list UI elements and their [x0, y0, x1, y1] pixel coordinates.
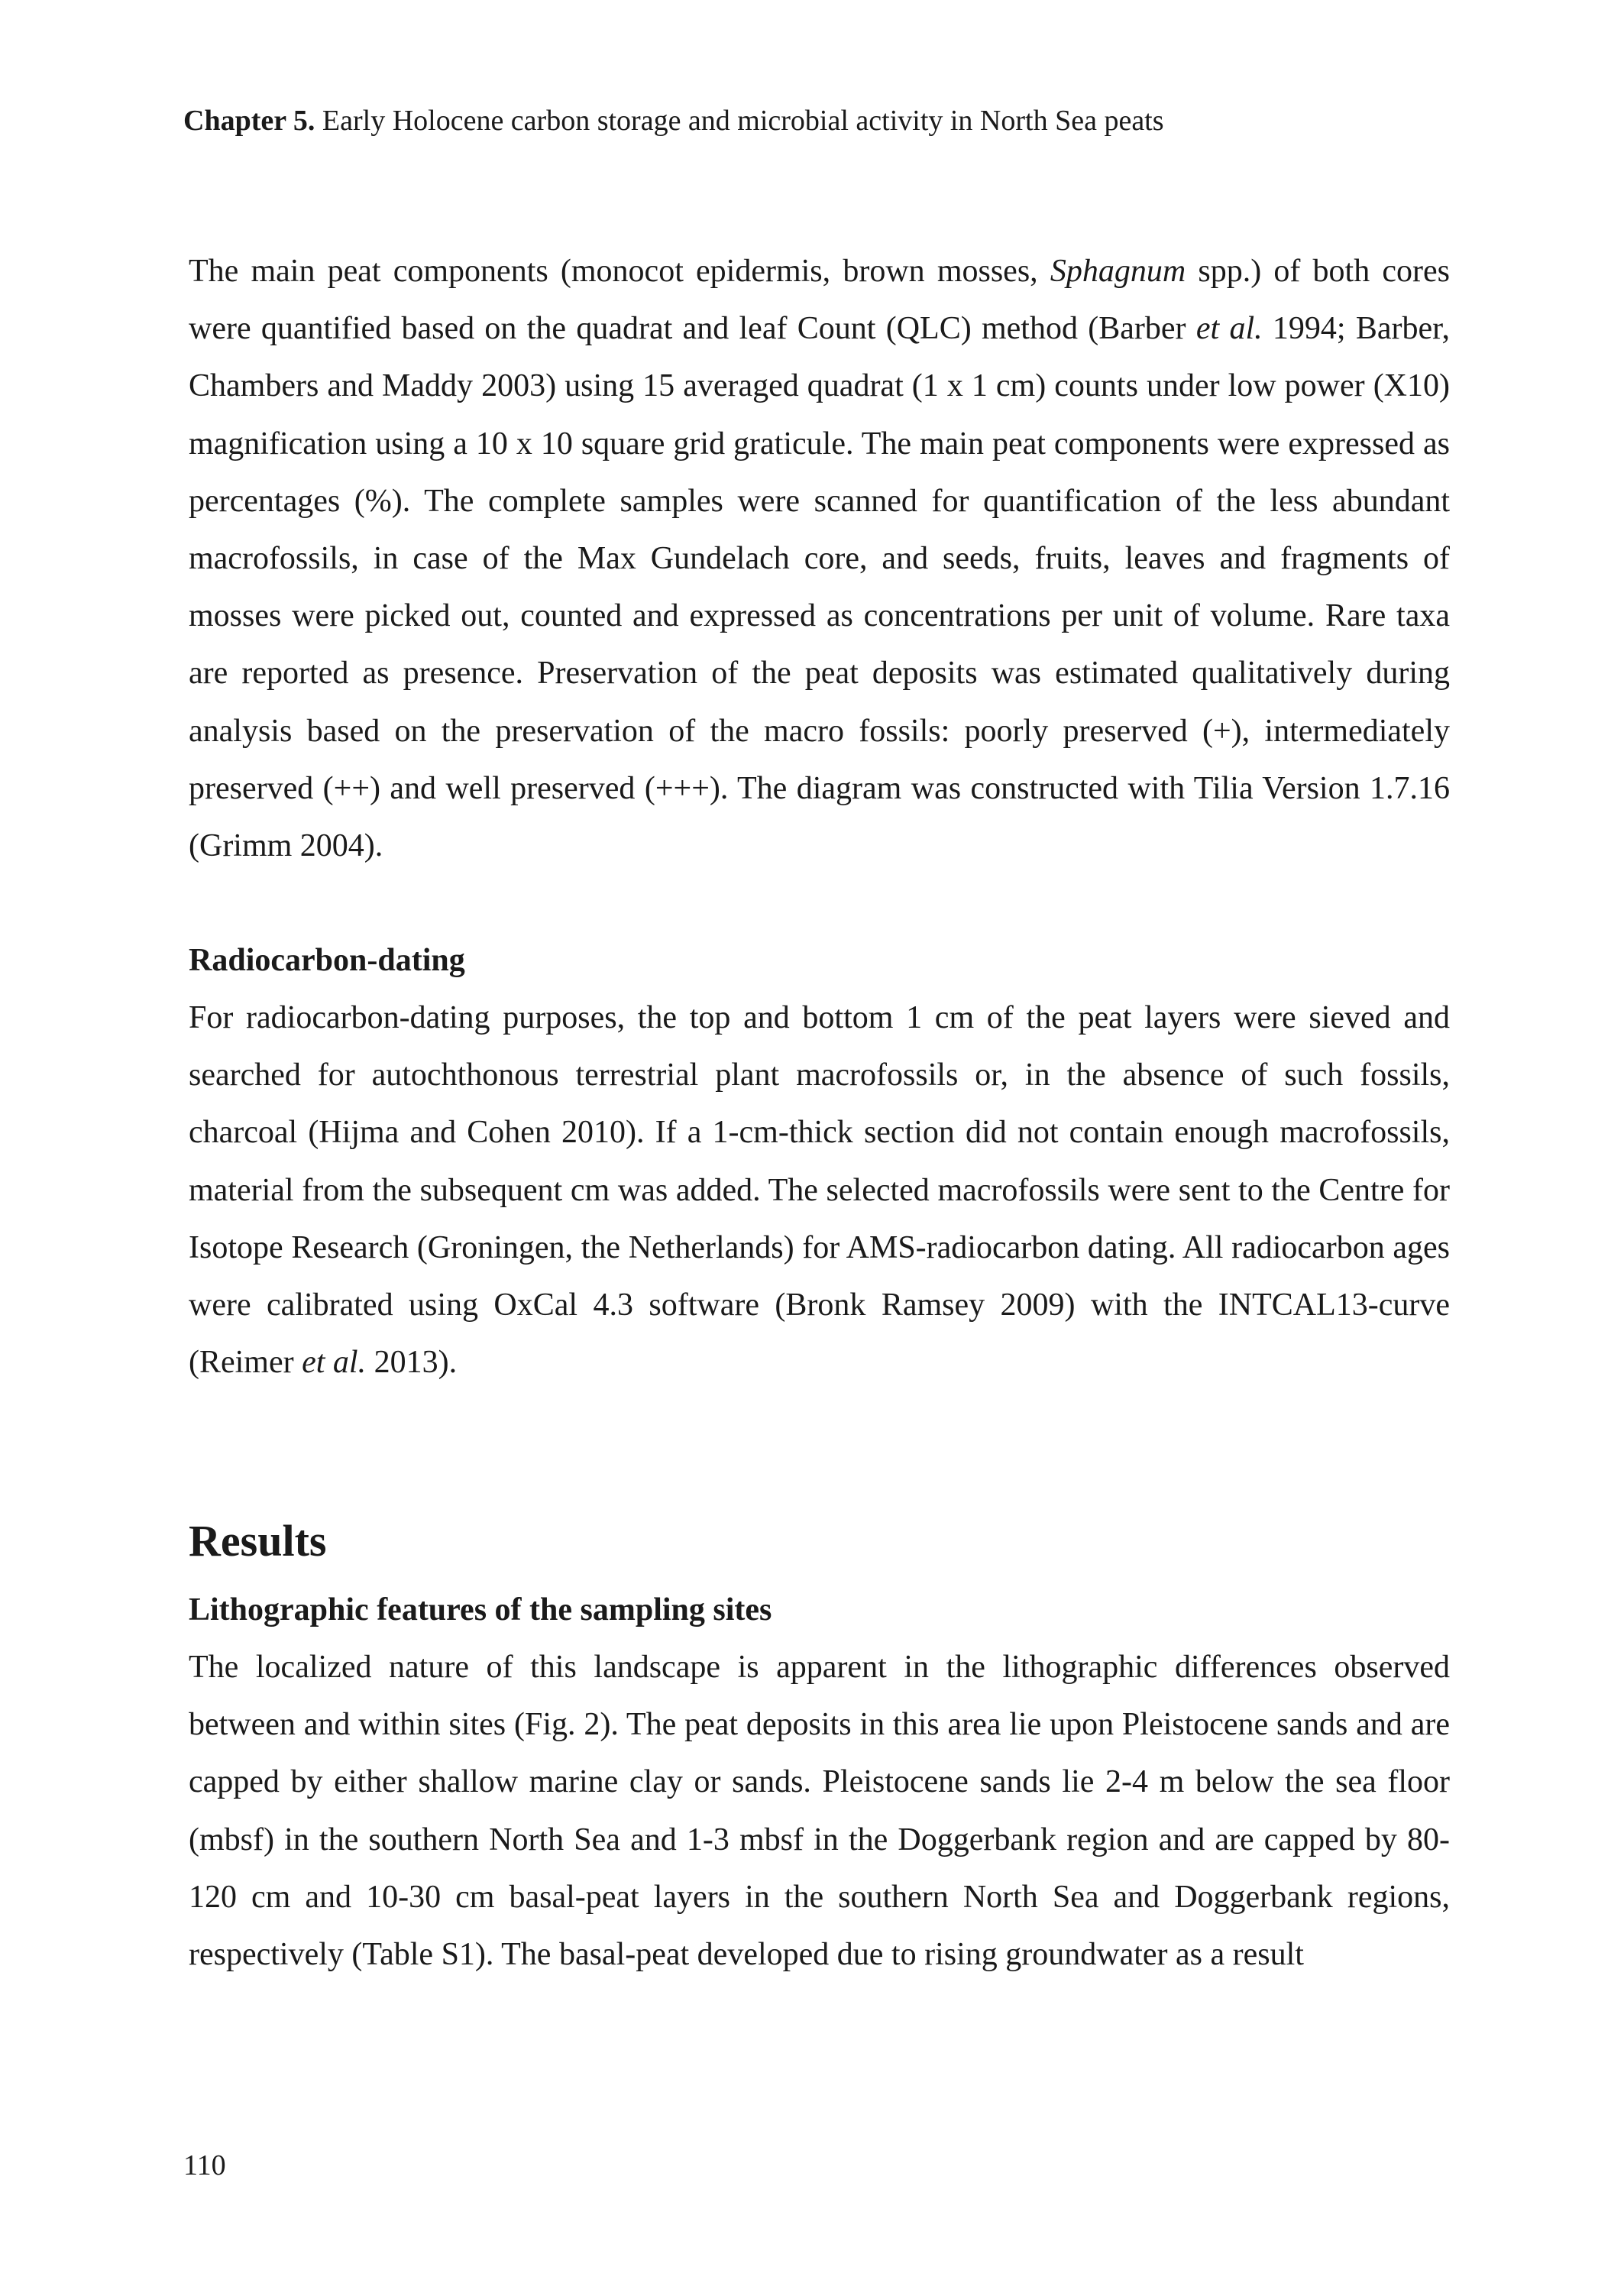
paragraph-text: 1994; Barber, Chambers and Maddy 2003) using 15 averaged quadrat (1 x 1 cm) counts under low power (X10) magnification using a 10 x 10 square grid graticule. The main peat components were expressed as percentages (%). The complete samples were scanned for quantification of the less abundant macrofossils, in case of the Max Gundelach core, and seeds, fruits, leaves and fragments of mosses were picked out, counted and expressed as concentrations per unit of volume. Rare taxa are reported as presence. Preservation of the peat deposits was estimated qualitatively during analysis based on the preservation of the macro fossils: poorly preserved (+), intermediately preserved (++) and well preserved (+++). The diagram was constructed with Tilia Version 1.7.16 (Grimm 2004). [189, 311, 1450, 864]
page-number: 110 [183, 2149, 226, 2181]
lithographic-heading: Lithographic features of the sampling sites [189, 1592, 772, 1627]
lithographic-paragraph: The localized nature of this landscape is apparent in the lithographic differences observed between and within sites (Fig. 2). The peat deposits in this area lie upon Pleistocene sands and are capped by either shallow marine clay or sands. Pleistocene sands lie 2-4 m below the sea floor (mbsf) in the southern North Sea and 1-3 mbsf in the Doggerbank region and are capped by 80-120 cm and 10-30 cm basal-peat layers in the southern North Sea and Doggerbank regions, respectively (Table S1). The basal-peat developed due to rising groundwater as a result [189, 1650, 1450, 1973]
radiocarbon-paragraph [189, 989, 1450, 1391]
paragraph-text: For radiocarbon-dating purposes, the top and bottom 1 cm of the peat layers were sieved and searched for autochthonous terrestrial plant macrofossils or, in the absence of such fossils, charcoal (Hijma and Cohen 2010). If a 1-cm-thick section did not contain enough macrofossils, material from the subsequent cm was added. The selected macrofossils were sent to the Centre for Isotope Research (Groningen, the Netherlands) for AMS-radiocarbon dating. All radiocarbon ages were calibrated using OxCal 4.3 software (Bronk Ramsey 2009) with the INTCAL13-curve (Reimer [189, 1000, 1450, 1381]
methods-paragraph-block [189, 243, 1450, 875]
chapter-title: Early Holocene carbon storage and microbial activity in North Sea peats [315, 105, 1164, 137]
radiocarbon-section [189, 932, 1450, 1391]
et-al: et al. [302, 1345, 367, 1381]
running-header [183, 102, 1164, 139]
paragraph-text: spp.) of both cores were quantified based on the quadrat and leaf Count (QLC) method (Barber [189, 254, 1450, 347]
results-heading: Results [189, 1516, 327, 1566]
paragraph-text: The main peat components (monocot epidermis, brown mosses, [189, 254, 1050, 289]
lithographic-subsection [189, 1582, 1450, 1984]
paragraph-text: 2013). [366, 1345, 458, 1381]
methods-paragraph [189, 243, 1450, 875]
radiocarbon-heading: Radiocarbon-dating [189, 943, 465, 978]
genus-name: Sphagnum [1050, 254, 1186, 289]
results-section [189, 1514, 1450, 1568]
et-al: et al. [1195, 311, 1263, 347]
chapter-label: Chapter 5. [183, 105, 315, 137]
